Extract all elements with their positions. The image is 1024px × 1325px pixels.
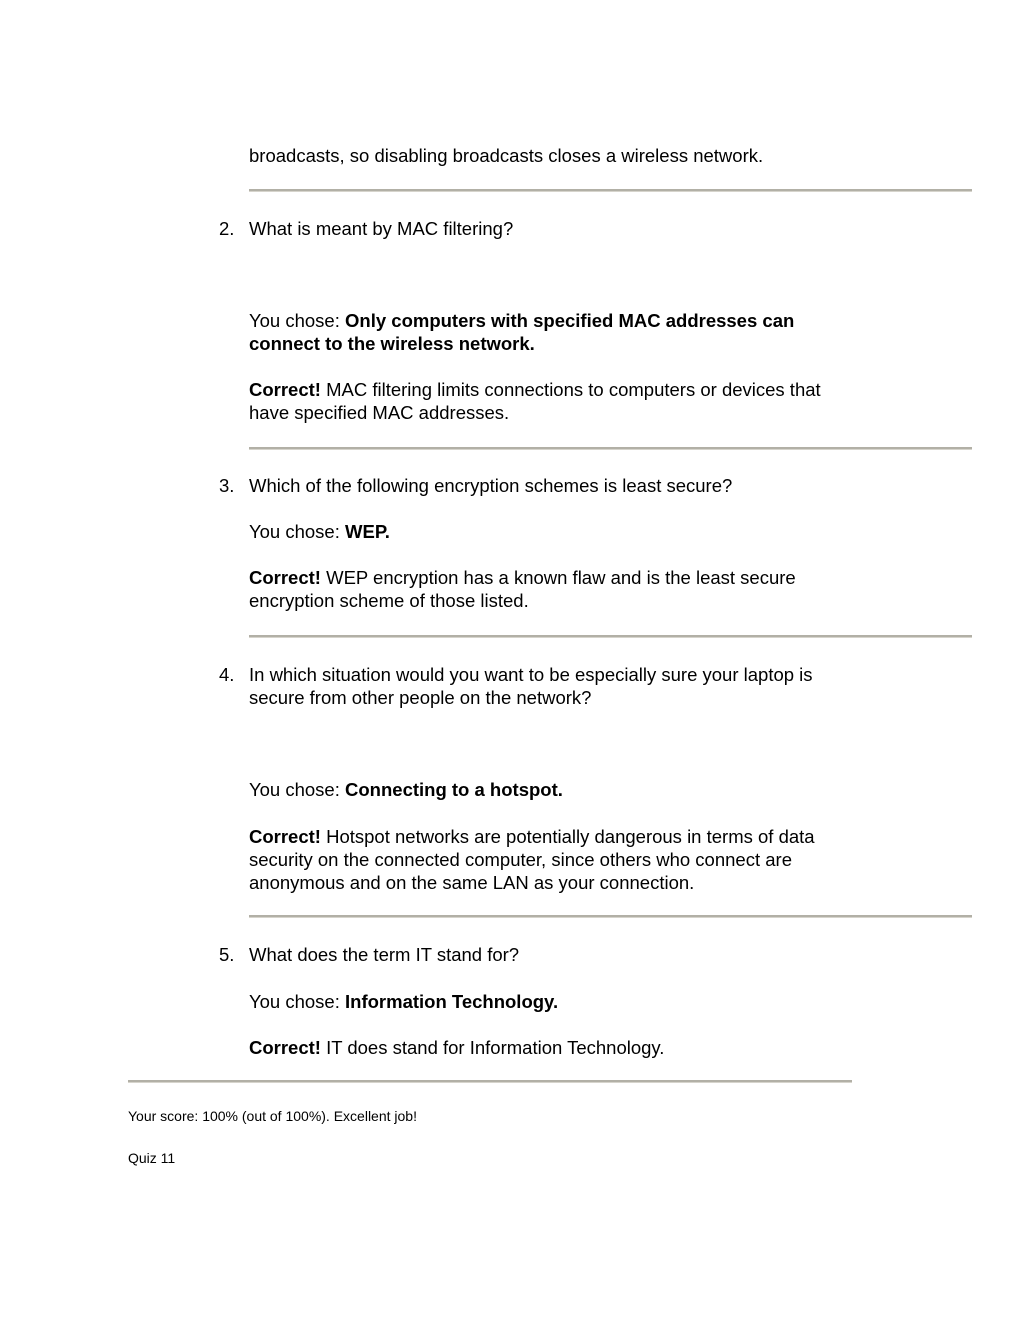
feedback xyxy=(249,566,796,589)
correct-label: Correct! xyxy=(249,567,321,588)
question-text: In which situation would you want to be especially sure your laptop is xyxy=(249,664,813,685)
explanation-cont: encryption scheme of those listed. xyxy=(249,590,529,611)
chose-label: You chose: xyxy=(249,779,340,800)
your-choice xyxy=(249,520,390,543)
chosen-answer: WEP. xyxy=(345,521,390,542)
question-text-cont: secure from other people on the network? xyxy=(249,687,592,708)
divider xyxy=(249,447,972,450)
correct-label: Correct! xyxy=(249,1037,321,1058)
explanation-cont: have specified MAC addresses. xyxy=(249,402,510,423)
explanation: IT does stand for Information Technology. xyxy=(320,1037,665,1058)
divider xyxy=(128,1080,852,1083)
previous-explanation-tail: broadcasts, so disabling broadcasts closes a wireless network. xyxy=(249,145,764,166)
correct-label: Correct! xyxy=(249,826,321,847)
chose-label: You chose: xyxy=(249,310,340,331)
explanation: Hotspot networks are potentially dangerous in terms of data xyxy=(320,826,815,847)
chose-label: You chose: xyxy=(249,991,340,1012)
feedback xyxy=(249,1036,664,1059)
your-choice xyxy=(249,309,794,332)
explanation-cont: security on the connected computer, since others who connect are xyxy=(249,849,792,870)
divider xyxy=(249,915,972,918)
chosen-answer: Only computers with specified MAC addresses can xyxy=(345,310,795,331)
quiz-label: Quiz 11 xyxy=(128,1150,176,1166)
chose-label: You chose: xyxy=(249,521,340,542)
your-choice xyxy=(249,990,558,1013)
your-choice xyxy=(249,778,563,801)
feedback xyxy=(249,378,821,401)
divider xyxy=(249,635,972,638)
correct-label: Correct! xyxy=(249,379,321,400)
score-summary: Your score: 100% (out of 100%). Excellent job! xyxy=(128,1108,417,1124)
chosen-answer-cont: connect to the wireless network. xyxy=(249,333,535,354)
feedback xyxy=(249,825,815,848)
explanation-cont: anonymous and on the same LAN as your connection. xyxy=(249,872,695,893)
chosen-answer: Information Technology. xyxy=(345,991,559,1012)
your-choice-cont xyxy=(249,332,535,355)
question-number: 4. xyxy=(219,664,235,685)
question-text: What does the term IT stand for? xyxy=(249,944,520,965)
question-number: 5. xyxy=(219,944,235,965)
divider xyxy=(249,189,972,192)
explanation: MAC filtering limits connections to computers or devices that xyxy=(320,379,821,400)
question-text: Which of the following encryption schemes is least secure? xyxy=(249,475,733,496)
question-number: 2. xyxy=(219,218,235,239)
explanation: WEP encryption has a known flaw and is the least secure xyxy=(320,567,796,588)
chosen-answer: Connecting to a hotspot. xyxy=(345,779,563,800)
question-number: 3. xyxy=(219,475,235,496)
question-text: What is meant by MAC filtering? xyxy=(249,218,514,239)
